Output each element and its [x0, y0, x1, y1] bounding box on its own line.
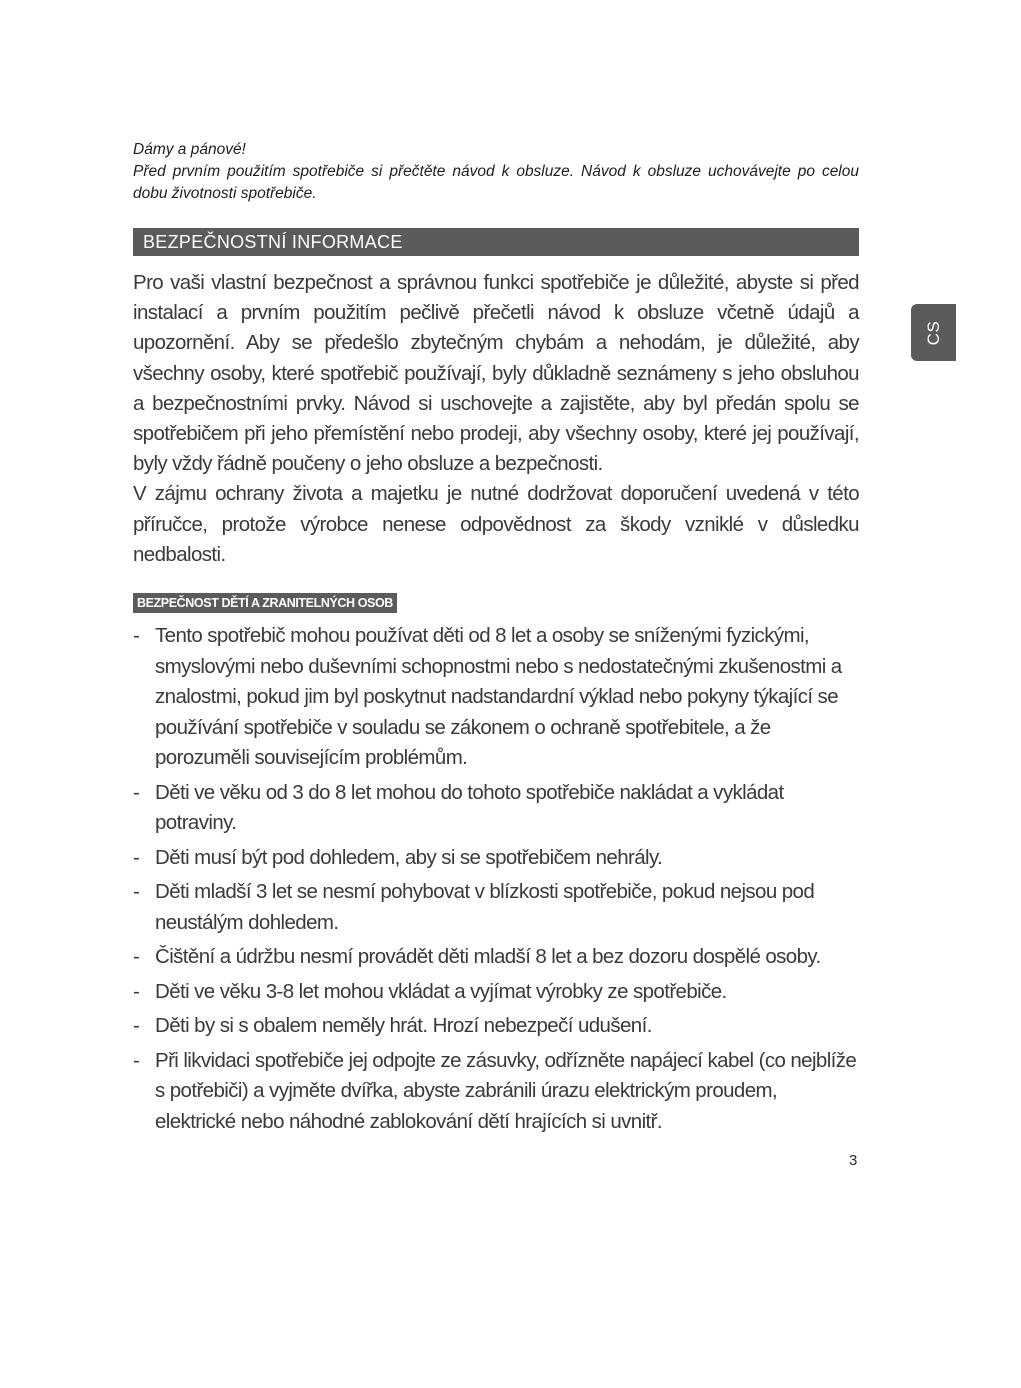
- intro-greeting: Dámy a pánové!: [133, 141, 246, 158]
- dash-bullet: -: [133, 1048, 140, 1072]
- list-item: [133, 977, 859, 1008]
- safety-paragraph-1: Pro vaši vlastní bezpečnost a správnou funkci spotřebiče je důležité, abyste si před instalací a prvním použitím pečlivě přečetli návod k obsluze včetně údajů a upozornění. Aby se předešlo zbytečným chybám a nehodám, je důležité, aby všechny osoby, které spotřebič používají, byly důkladně seznámeny s jeho obsluhou a bezpečnostními prvky. Návod si uschovejte a zajistěte, aby byl předán spolu se spotřebičem při jeho přemístění nebo prodeji, aby všechny osoby, které jej používají, byly vždy řádně poučeny o jeho obsluze a bezpečnosti.: [133, 271, 859, 476]
- dash-bullet: -: [133, 945, 140, 968]
- dash-bullet: -: [133, 880, 140, 903]
- safety-paragraph-2: V zájmu ochrany života a majetku je nutné dodržovat doporučení uvedená v této příručce, protože výrobce nenese odpovědnost za škody vzniklé v důsledku nedbalosti.: [133, 482, 859, 566]
- dash-bullet: -: [133, 845, 140, 869]
- dash-bullet: -: [133, 979, 140, 1003]
- intro-text: Před prvním použitím spotřebiče si přečtěte návod k obsluze. Návod k obsluze uchovávejte po celou dobu životnosti spotřebiče.: [133, 163, 859, 202]
- intro-block: [133, 139, 859, 205]
- child-safety-list: [133, 621, 859, 1141]
- list-item-text: Děti mladší 3 let se nesmí pohybovat v blízkosti spotřebiče, pokud nejsou pod neustálým dohledem.: [155, 880, 815, 934]
- list-item: [133, 942, 859, 973]
- list-item-text: Při likvidaci spotřebiče jej odpojte ze zásuvky, odřízněte napájecí kabel (co nejblíže s potřebiči) a vyjměte dvířka, abyste zabránili úrazu elektrickým proudem, elektrické nebo náhodné zablokování dětí hrajících si uvnitř.: [155, 1048, 857, 1133]
- dash-bullet: -: [133, 624, 140, 647]
- list-item: [133, 843, 859, 874]
- list-item-text: Děti ve věku od 3 do 8 let mohou do tohoto spotřebiče nakládat a vykládat potraviny.: [155, 780, 784, 834]
- list-item: [133, 877, 859, 938]
- list-item: [133, 778, 859, 839]
- list-item-text: Čištění a údržbu nesmí provádět děti mladší 8 let a bez dozoru dospělé osoby.: [155, 945, 821, 968]
- list-item: [133, 1011, 859, 1042]
- page-number: 3: [849, 1152, 858, 1169]
- language-tab: [911, 304, 956, 361]
- list-item: [133, 1046, 859, 1138]
- subsection-heading-child-safety: BEZPEČNOST DĚTÍ A ZRANITELNÝCH OSOB: [133, 593, 397, 613]
- dash-bullet: -: [133, 1014, 140, 1037]
- list-item-text: Děti by si s obalem neměly hrát. Hrozí nebezpečí udušení.: [155, 1014, 652, 1037]
- list-item: [133, 621, 859, 774]
- list-item-text: Tento spotřebič mohou používat děti od 8 let a osoby se sníženými fyzickými, smyslovými nebo duševními schopnostmi nebo s nedostatečnými zkušenostmi a znalostmi, pokud jim byl poskytnut nadstandardní výklad nebo pokyny týkající se používání spotřebiče v souladu se zákonem o ochraně spotřebitele, a že porozuměli souvisejícím problémům.: [155, 624, 842, 769]
- safety-information-body: [133, 268, 859, 570]
- list-item-text: Děti ve věku 3-8 let mohou vkládat a vyjímat výrobky ze spotřebiče.: [155, 979, 727, 1003]
- section-heading-safety-information: BEZPEČNOSTNÍ INFORMACE: [133, 228, 859, 256]
- language-tab-label: CS: [923, 320, 943, 345]
- dash-bullet: -: [133, 780, 140, 804]
- list-item-text: Děti musí být pod dohledem, aby si se spotřebičem nehrály.: [155, 845, 663, 869]
